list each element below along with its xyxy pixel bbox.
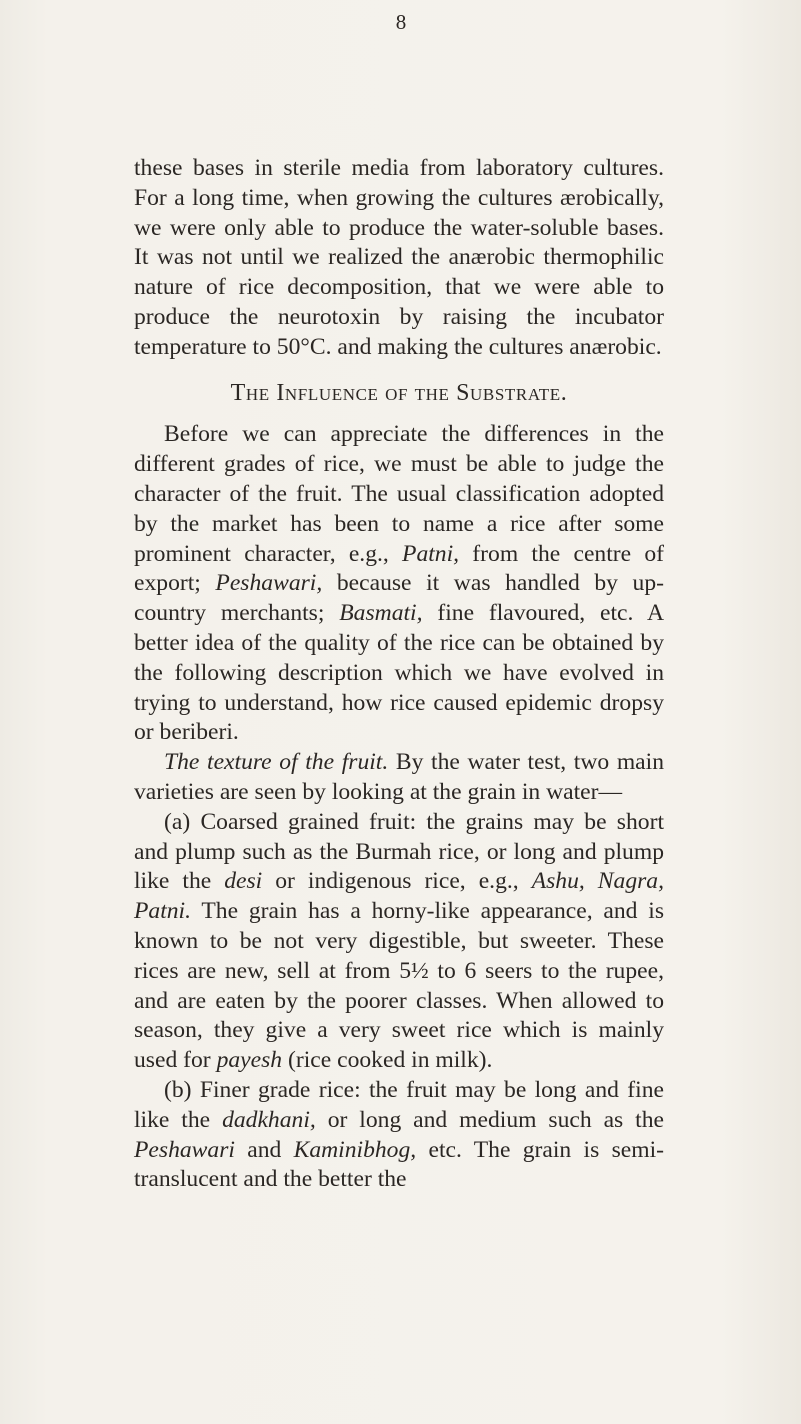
rice-name-patni: Patni, <box>402 540 460 567</box>
text-run: The grain has a horny-like appearance, and is known to be not very digestible, but sweeter. These rices are new, sell at from 5½ to 6 seers to the rupee, and are eaten by the poorer classes. When allowed to season, they give a very sweet rice which is mainly used for <box>134 898 664 1074</box>
subheading-texture: The texture of the fruit. <box>164 749 389 776</box>
term-payesh: payesh <box>216 1047 283 1074</box>
text-run: and <box>234 1136 294 1163</box>
paragraph-coarse-grain <box>134 808 664 1076</box>
text-run: By the water test, two main varieties are seen by looking at the grain in water— <box>134 749 664 805</box>
text-run: because it was handled by up-country merchants; <box>134 570 664 627</box>
text-run: (rice cooked in milk). <box>282 1047 493 1074</box>
text-run: or long and medium such as the <box>315 1106 664 1133</box>
paragraph-fine-grain <box>134 1076 664 1195</box>
paragraph-classification <box>134 420 664 748</box>
rice-name-dadkhani: dadkhani, <box>222 1106 316 1133</box>
text-run: fine flavoured, etc. A better idea of the quality of the rice can be obtained by the following description which we have evolved in trying to understand, how rice caused epidemic dropsy or beriberi. <box>134 600 664 746</box>
text-run: or indigenous rice, e.g., <box>262 868 532 895</box>
rice-names-coarse: Ashu, Nagra, Patni. <box>134 868 664 925</box>
rice-name-kaminibhog: Kaminibhog, <box>293 1136 417 1163</box>
paragraph-bases: these bases in sterile media from laboratory cultures. For a long time, when growing the cultures ærobically, we were only able to produce the water-soluble bases. It was not until we realized the anærobic thermophilic nature of rice decomposition, that we were able to produce the neurotoxin by raising the incubator temperature to 50°C. and making the cultures anærobic. <box>134 155 664 360</box>
text-run: (b) Finer grade rice: the fruit may be long and fine like the <box>134 1076 664 1133</box>
paragraph-texture <box>134 748 664 808</box>
rice-name-peshawari: Peshawari, <box>215 570 323 597</box>
text-run: (a) Coarsed grained fruit: the grains may be short and plump such as the Burmah rice, or long and plump like the <box>134 808 664 895</box>
term-desi: desi <box>224 868 263 895</box>
rice-name-basmati: Basmati, <box>339 600 423 627</box>
page-number: 8 <box>395 10 407 34</box>
text-run: from the centre of export; <box>134 540 664 597</box>
section-heading: The Influence of the Substrate. <box>230 379 568 406</box>
body-text <box>134 154 664 1195</box>
text-run: Before we can appreciate the differences in the different grades of rice, we must be able to judge the character of the fruit. The usual classification adopted by the market has been to name a rice after some prominent character, e.g., <box>134 421 664 567</box>
rice-name-peshawari-fine: Peshawari <box>134 1136 235 1163</box>
text-run: etc. The grain is semi-translucent and the better the <box>134 1136 664 1193</box>
